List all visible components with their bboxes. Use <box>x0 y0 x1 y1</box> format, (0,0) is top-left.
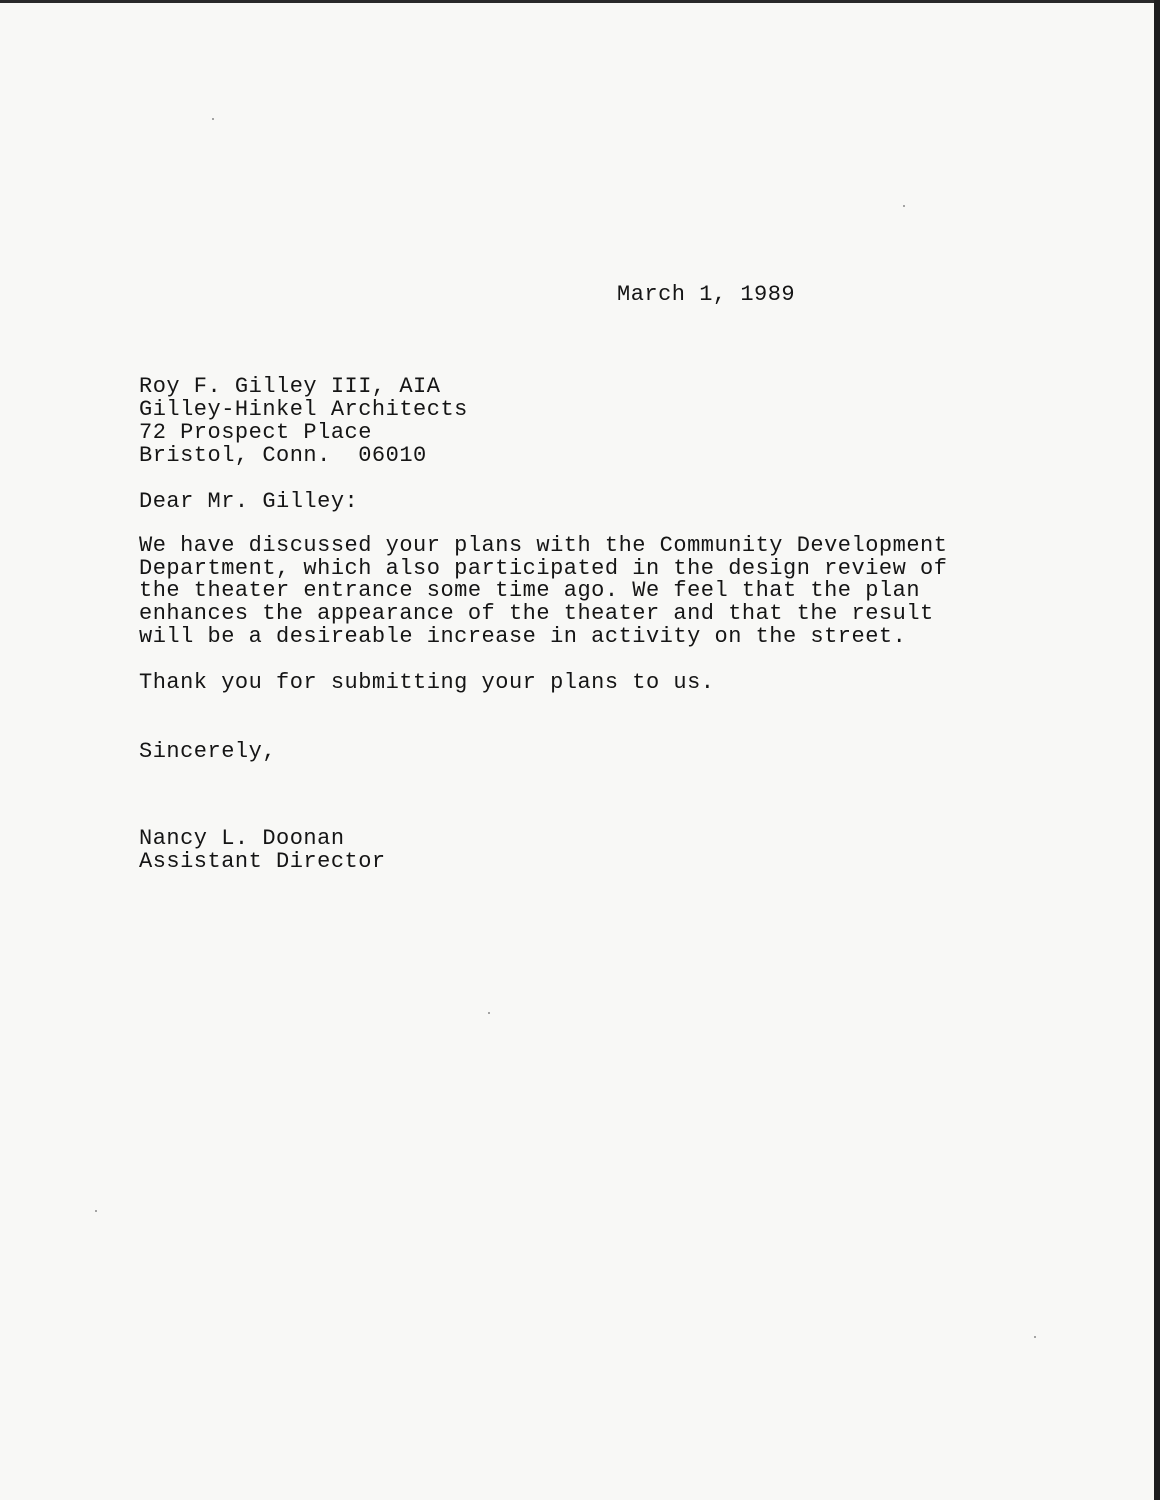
recipient-street: 72 Prospect Place <box>139 420 372 445</box>
body-line: enhances the appearance of the theater and that the result <box>139 601 934 626</box>
scan-edge-top <box>0 0 1160 3</box>
body-line: the theater entrance some time ago. We feel that the plan <box>139 578 921 603</box>
body-line: will be a desireable increase in activity on the street. <box>139 624 907 649</box>
closing: Sincerely, <box>139 739 277 764</box>
thanks-line: Thank you for submitting your plans to us. <box>139 670 715 695</box>
signatory-name: Nancy L. Doonan <box>139 826 345 851</box>
scan-speck <box>95 1210 97 1212</box>
signatory-title: Assistant Director <box>139 849 386 874</box>
letter-date: March 1, 1989 <box>617 282 796 307</box>
scan-speck <box>1034 1336 1036 1338</box>
scan-speck <box>903 205 905 207</box>
recipient-name: Roy F. Gilley III, AIA <box>139 374 441 399</box>
body-line: Department, which also participated in the design review of <box>139 556 948 581</box>
recipient-firm: Gilley-Hinkel Architects <box>139 397 468 422</box>
scan-edge-right <box>1154 0 1160 1500</box>
scan-speck <box>212 118 214 120</box>
body-line: We have discussed your plans with the Community Development <box>139 533 948 558</box>
salutation: Dear Mr. Gilley: <box>139 489 359 514</box>
recipient-city: Bristol, Conn. 06010 <box>139 443 427 468</box>
scan-speck <box>488 1012 490 1014</box>
